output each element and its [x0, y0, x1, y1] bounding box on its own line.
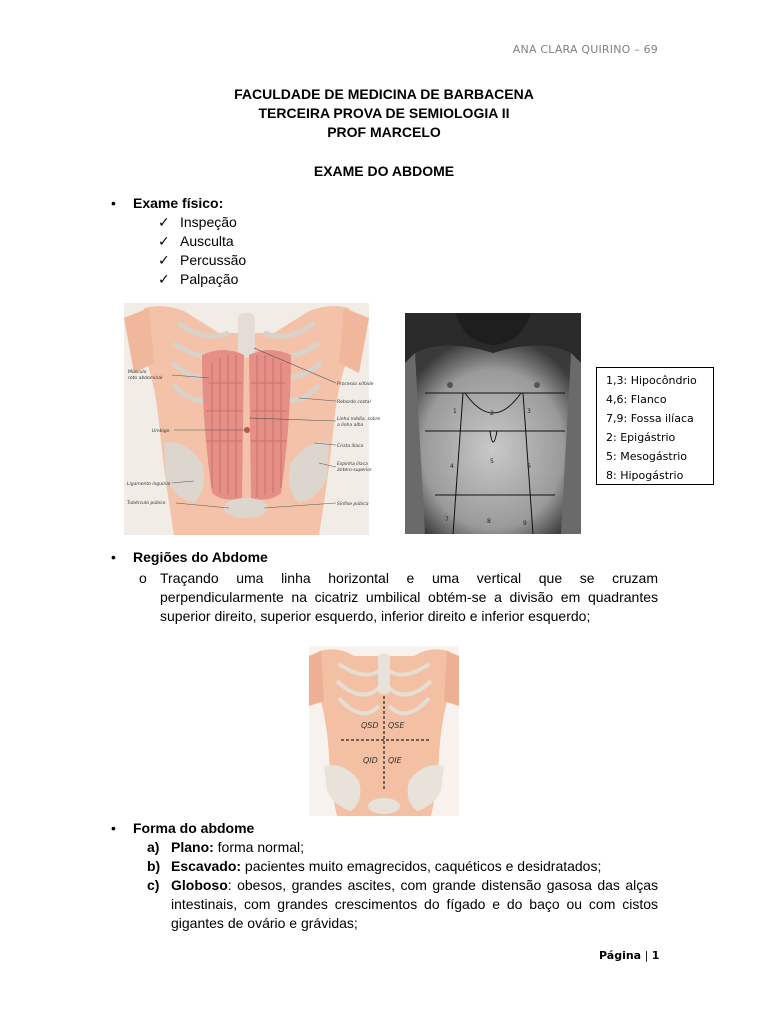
label-qie: QIE: [388, 756, 402, 765]
page-number: 1: [651, 949, 660, 962]
forma-item: a) Plano: forma normal;: [147, 839, 305, 855]
title-line-3: PROF MARCELO: [327, 124, 441, 140]
document-title: [0, 85, 768, 142]
check-item: ✓ Palpação: [158, 271, 239, 287]
svg-text:ântero-superior: ântero-superior: [337, 468, 372, 473]
label-qse: QSE: [388, 721, 405, 730]
forma-label: Forma do abdome: [133, 820, 255, 836]
label-musculo: Músculo: [128, 370, 147, 375]
legend-item: 1,3: Hipocôndrio: [606, 374, 697, 387]
label-processo: Processo xifoide: [337, 382, 374, 387]
title-line-2: TERCEIRA PROVA DE SEMIOLOGIA II: [258, 105, 510, 121]
svg-text:7: 7: [445, 516, 449, 523]
legend-item: 2: Epigástrio: [606, 431, 676, 444]
bullet-dot: •: [111, 820, 116, 836]
svg-text:reto abdominal: reto abdominal: [128, 376, 163, 381]
legend-item: 8: Hipogástrio: [606, 469, 684, 482]
check-icon: ✓: [158, 233, 170, 249]
bullet-dot: •: [111, 195, 116, 211]
svg-text:1: 1: [453, 408, 457, 415]
check-icon: ✓: [158, 271, 170, 287]
sub-bullet-marker: o: [139, 570, 147, 586]
check-item: ✓ Inspeção: [158, 214, 237, 230]
anatomy-figure: [124, 303, 381, 535]
svg-text:a linha alba: a linha alba: [337, 423, 364, 428]
legend-item: 4,6: Flanco: [606, 393, 667, 406]
regions-legend: [596, 367, 714, 485]
legend-item: 7,9: Fossa ilíaca: [606, 412, 694, 425]
legend-item: 5: Mesogástrio: [606, 450, 687, 463]
check-item: ✓ Ausculta: [158, 233, 234, 249]
title-line-1: FACULDADE DE MEDICINA DE BARBACENA: [234, 86, 534, 102]
forma-item: b) Escavado: pacientes muito emagrecidos, caquéticos e desidratados;: [147, 858, 602, 874]
check-item: ✓ Percussão: [158, 252, 247, 268]
regions-photo-illustration: [405, 313, 581, 534]
anatomy-illustration: [124, 303, 381, 535]
page-footer: [599, 949, 659, 962]
label-espinha: Espinha ilíaca: [337, 462, 368, 467]
label-qsd: QSD: [361, 721, 379, 730]
svg-text:3: 3: [527, 408, 531, 415]
label-linha: Linha média, sobre: [337, 417, 381, 422]
label-rebordo: Rebordo costal: [337, 400, 371, 405]
label-qid: QID: [363, 756, 378, 765]
page-label: Página: [599, 949, 642, 962]
label-ligamento: Ligamento inguinal: [127, 482, 171, 487]
svg-text:5: 5: [490, 458, 494, 465]
page-separator: |: [641, 949, 652, 962]
author-header: ANA CLARA QUIRINO – 69: [512, 43, 658, 56]
label-tuberculo: Tubérculo púbico: [127, 501, 166, 506]
quadrants-figure: [309, 646, 459, 816]
label-umbigo: Umbigo: [152, 429, 170, 434]
section-title: EXAME DO ABDOME: [313, 163, 455, 179]
regioes-label: Regiões do Abdome: [133, 549, 268, 565]
check-icon: ✓: [158, 252, 170, 268]
label-sinfise: Sínfise púbica: [337, 502, 369, 507]
quadrants-illustration: [309, 646, 459, 816]
abdomen-regions-photo: [405, 313, 581, 534]
bullet-dot: •: [111, 549, 116, 565]
svg-text:6: 6: [527, 463, 531, 470]
label-crista: Crista ilíaca: [337, 444, 364, 449]
forma-item: c) Globoso: obesos, grandes ascites, com grande distensão gasosa das alças intestinais, com grandes crescimentos do fígado e do baço ou com cistos gigantes de ovário e grávidas;: [147, 877, 658, 931]
exame-fisico-label: Exame físico:: [133, 195, 224, 211]
svg-text:2: 2: [490, 410, 494, 417]
regioes-paragraph: Traçando uma linha horizontal e uma vertical que se cruzam perpendicularmente na cicatriz umbilical obtém-se a divisão em quadrantes superior direito, superior esquerdo, inferior direito e inferior esquerdo;: [160, 570, 658, 624]
svg-text:4: 4: [450, 463, 454, 470]
forma-list: [147, 838, 658, 933]
svg-text:8: 8: [487, 518, 491, 525]
svg-text:9: 9: [523, 520, 527, 527]
check-icon: ✓: [158, 214, 170, 230]
exame-fisico-list: [158, 213, 246, 289]
